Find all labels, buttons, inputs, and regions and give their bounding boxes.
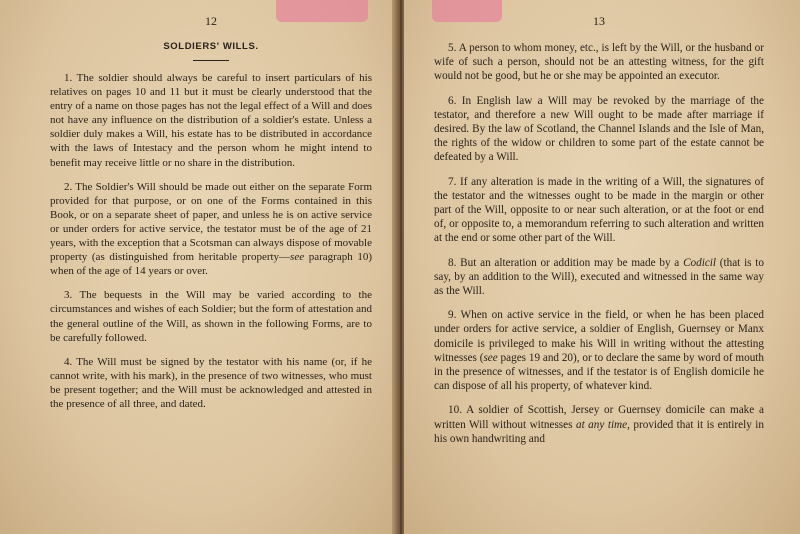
paragraph-8-post: (that is to say, by an addition to the Will), executed and witnessed in the same way as the Will. [434, 256, 765, 298]
paragraph-2-tail: paragraph 10) when of the age of 14 years or over. [50, 251, 372, 278]
paragraph-1: 1. The soldier should always be careful to insert particulars of his relatives on pages 10 and 11 but it must be clearly understood that the entry of a name on those pages has not the legal effect of a Will and does not have any influence on the distribution of a soldier's estate. Unless a soldier duly makes a Will, his estate has to be distributed in accordance with the laws of Intestacy and the person whom he might intend to benefit may receive little or no share in the distribution. [50, 72, 372, 169]
paragraph-9 [434, 308, 764, 393]
paragraph-10-pre: 10. A soldier of Scottish, Jersey or Guernsey domicile can make a written Will without witnesses [434, 404, 764, 431]
paragraph-8-pre: 8. But an alteration or addition may be made by a [448, 256, 684, 269]
paragraph-10-post: provided that it is entirely in his own handwriting and [434, 418, 764, 445]
paragraph-8-codicil: Codicil [683, 256, 717, 269]
paragraph-6: 6. In English law a Will may be revoked by the marriage of the testator, and therefore a new Will ought to be made after marriage if desired. By the law of Scotland, the Channel Islands and the Isle of Man, the rights of the widow or children to some part of the estate cannot be defeated by a Will. [434, 94, 764, 164]
paragraph-5: 5. A person to whom money, etc., is left by the Will, or the husband or wife of such a person, should not be an attesting witness, for the gift would not be good, but he or she may be appointed an executor. [434, 42, 764, 83]
paragraph-10-em: at any time, [575, 418, 630, 431]
paragraph-2-see: see [290, 251, 305, 264]
left-page [0, 0, 398, 534]
pink-tab-right [432, 0, 502, 22]
paragraph-4: 4. The Will must be signed by the testator with his name (or, if he cannot write, with his mark), in the presence of two witnesses, who must be present together; and the Will must be acknowledged and attested in the presence of all three, and dated. [50, 355, 372, 410]
pink-tab-left [276, 0, 368, 22]
paragraph-3: 3. The bequests in the Will may be varied according to the circumstances and wishes of each Soldier; but the form of attestation and the general outline of the Will, as shown in the following Forms, are to be carefully followed. [50, 289, 372, 344]
paragraph-9-see: see [483, 351, 498, 364]
paragraph-2 [50, 180, 372, 279]
paragraph-10 [434, 403, 764, 446]
paragraph-7: 7. If any alteration is made in the writing of a Will, the signatures of the testator and the witnesses ought to be made in the margin or other part of the Will, opposite to or near such alteration, or at the foot or end of, or opposite to, a memorandum referring to such alteration and written at the end or some other part of the Will. [434, 175, 764, 245]
paragraph-2-text: 2. The Soldier's Will should be made out either on the separate Form provided for that purpose, or on one of the Forms contained in this Book, or on a separate sheet of paper, and unless he is on active service or under orders for active service, the testator must be of the age of 21 years, with the exception that a Scotsman can always dispose of movable property (as distinguished from heritable property— [50, 180, 372, 264]
paragraph-9-post: pages 19 and 20), or to declare the same by word of mouth in the presence of witnesses, and if the testator is of English domicile he can dispose of all his property, of whatever kind. [434, 351, 764, 393]
page-number-right: 13 [593, 14, 605, 28]
title-divider [193, 60, 229, 61]
right-page [404, 0, 800, 534]
page-number-left: 12 [205, 14, 217, 28]
section-title: SOLDIERS' WILLS. [163, 41, 259, 52]
paragraph-9-pre: 9. When on active service in the field, or when he has been placed under orders for active service, a soldier of English, Guernsey or Manx domicile is privileged to make his Will in writing without the attesting witnesses ( [434, 309, 764, 364]
paragraph-8 [434, 256, 764, 299]
